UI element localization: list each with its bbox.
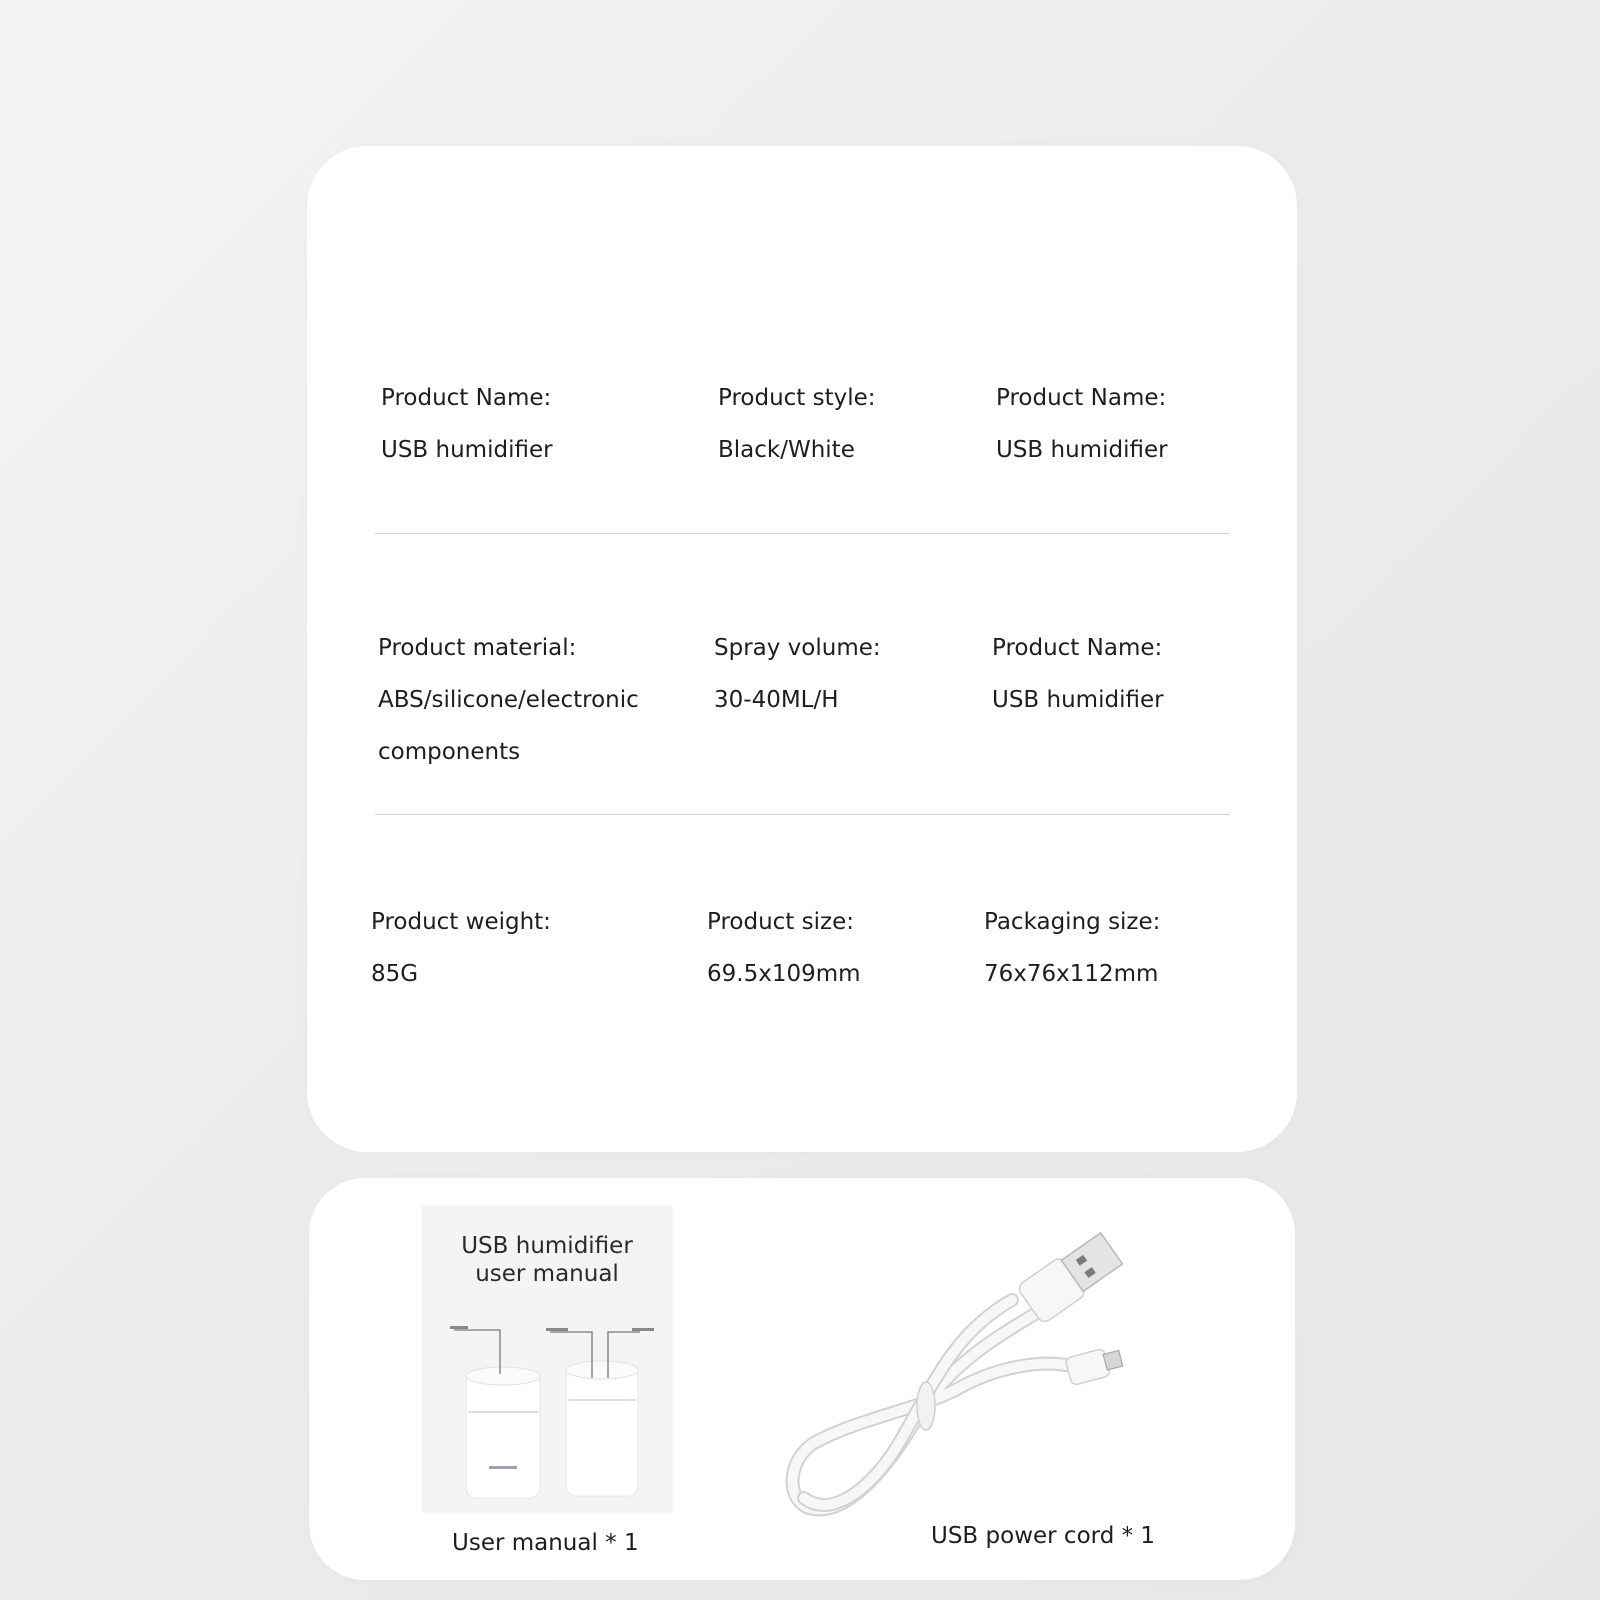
spec-spray-volume	[714, 622, 881, 726]
divider	[375, 533, 1230, 534]
humidifier-illustration-icon	[422, 1316, 672, 1512]
spec-label: Product Name:	[992, 635, 1163, 661]
spec-label: Product Name:	[996, 385, 1167, 411]
spec-label: Packaging size:	[984, 909, 1161, 935]
spec-label: Product size:	[707, 909, 854, 935]
user-manual-caption: User manual * 1	[452, 1530, 639, 1556]
spec-product-weight	[371, 896, 551, 1000]
spec-label: Product Name:	[381, 385, 552, 411]
spec-product-material	[378, 622, 668, 778]
manual-title-line1: USB humidifier	[461, 1233, 633, 1259]
spec-product-name-3	[992, 622, 1164, 726]
accessories-card	[309, 1178, 1295, 1580]
spec-value: USB humidifier	[992, 687, 1164, 713]
spec-value: ABS/silicone/electronic components	[378, 687, 639, 765]
usb-cord-caption: USB power cord * 1	[931, 1523, 1156, 1549]
spec-value: 76x76x112mm	[984, 961, 1159, 987]
spec-label: Spray volume:	[714, 635, 881, 661]
manual-title-line2: user manual	[475, 1261, 619, 1287]
spec-packaging-size	[984, 896, 1160, 1000]
spec-card	[307, 146, 1297, 1152]
spec-label: Product style:	[718, 385, 876, 411]
spec-product-size	[707, 896, 861, 1000]
divider	[375, 814, 1230, 815]
user-manual-image	[422, 1206, 672, 1512]
spec-value: USB humidifier	[381, 437, 553, 463]
spec-value: 69.5x109mm	[707, 961, 861, 987]
spec-label: Product material:	[378, 635, 577, 661]
spec-value: 30-40ML/H	[714, 687, 839, 713]
spec-value: USB humidifier	[996, 437, 1168, 463]
spec-label: Product weight:	[371, 909, 551, 935]
spec-value: 85G	[371, 961, 419, 987]
spec-product-name	[381, 372, 553, 476]
usb-cable-icon	[784, 1218, 1184, 1538]
spec-product-style	[718, 372, 876, 476]
spec-product-name-2	[996, 372, 1168, 476]
spec-value: Black/White	[718, 437, 855, 463]
